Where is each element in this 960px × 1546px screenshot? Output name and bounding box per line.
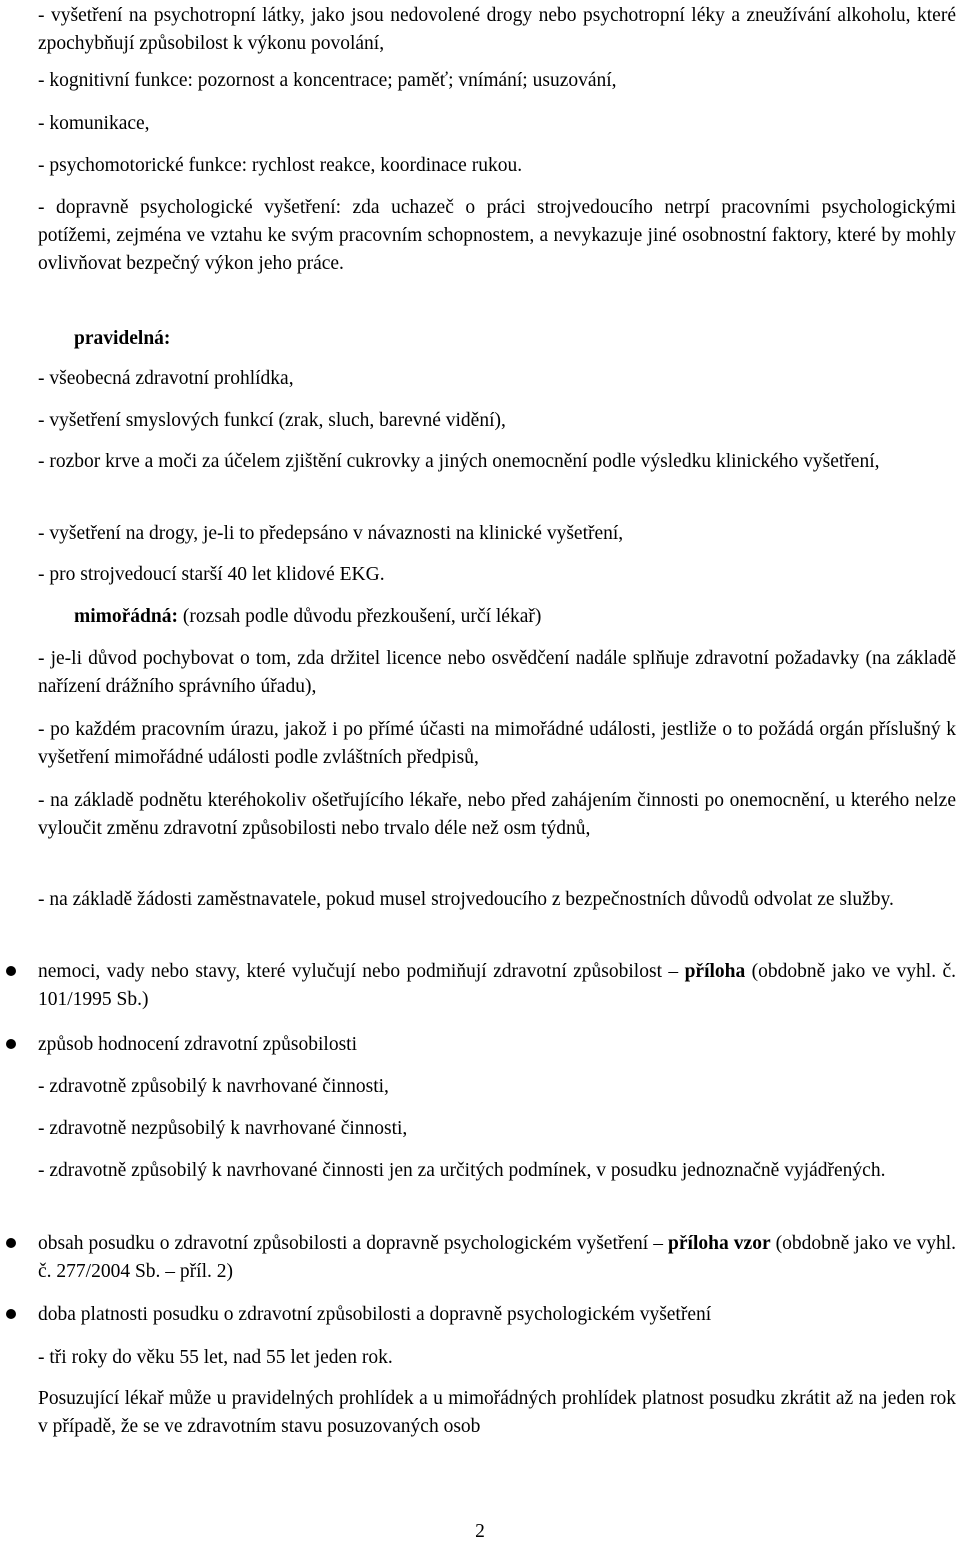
list-item: - zdravotně způsobilý k navrhované činnosti jen za určitých podmínek, v posudku jednoznačně vyjádřených. <box>38 1160 886 1181</box>
list-item: - vyšetření smyslových funkcí (zrak, sluch, barevné vidění), <box>38 410 506 431</box>
bullet-section <box>38 958 956 1014</box>
bullet-text-part: obsah posudku o zdravotní způsobilosti a dopravně psychologickém vyšetření – <box>38 1233 669 1254</box>
bullet-text-bold: příloha vzor <box>668 1233 771 1254</box>
list-item: - tři roky do věku 55 let, nad 55 let jeden rok. <box>38 1347 393 1368</box>
list-item: - na základě žádosti zaměstnavatele, pokud musel strojvedoucího z bezpečnostních důvodů odvolat ze služby. <box>38 889 894 910</box>
bullet-text: doba platnosti posudku o zdravotní způsobilosti a dopravně psychologickém vyšetření <box>38 1304 712 1325</box>
list-item: - zdravotně způsobilý k navrhované činnosti, <box>38 1076 389 1097</box>
page-number: 2 <box>475 1521 485 1542</box>
list-item: - vyšetření na drogy, je-li to předepsáno v návaznosti na klinické vyšetření, <box>38 523 624 544</box>
list-item: - pro strojvedoucí starší 40 let klidové EKG. <box>38 564 385 585</box>
list-item: - všeobecná zdravotní prohlídka, <box>38 368 294 389</box>
section-heading-pravidelna: pravidelná: <box>74 328 171 349</box>
bullet-section <box>38 1230 956 1286</box>
section-heading-mimoradna <box>74 603 541 631</box>
bullet-section <box>38 1031 956 1059</box>
text-line: - vyšetření na psychotropní látky, jako jsou nedovolené drogy nebo psychotropní léky a zneužívání alkoholu, které zpochybňují způsobilost k výkonu povolání, <box>38 5 956 54</box>
text-line: - komunikace, <box>38 113 150 134</box>
bullet-text-bold: příloha <box>684 961 746 982</box>
text-paragraph: - dopravně psychologické vyšetření: zda uchazeč o práci strojvedoucího netrpí pracovními psychologickými potížemi, zejména ve vztahu ke svým pracovním schopnostem, a nevykazuje jiné osobnostní faktory, které by mohly ovlivňovat bezpečný výkon jeho práce. <box>38 197 956 274</box>
bullet-text-part: (obdobně jako ve vyhl. č. 277/2004 Sb. – příl. 2) <box>38 1233 957 1282</box>
mimoradna-label: mimořádná: <box>74 606 178 627</box>
bullet-icon <box>6 966 16 976</box>
bullet-icon <box>6 1039 16 1049</box>
list-item: - po každém pracovním úrazu, jakož i po přímé účasti na mimořádné události, jestliže o to požádá orgán příslušný k vyšetření mimořádné události podle zvláštních předpisů, <box>38 719 956 768</box>
bullet-section <box>38 1301 956 1329</box>
bullet-text-part: nemoci, vady nebo stavy, které vylučují nebo podmiňují zdravotní způsobilost – <box>38 961 685 982</box>
list-item: - na základě podnětu kteréhokoliv ošetřujícího lékaře, nebo před zahájením činnosti po onemocnění, u kterého nelze vyloučit změnu zdravotní způsobilosti nebo trvalo déle než osm týdnů, <box>38 790 956 839</box>
text-paragraph: Posuzující lékař může u pravidelných prohlídek a u mimořádných prohlídek platnost posudku zkrátit až na jeden rok v případě, že se ve zdravotním stavu posuzovaných osob <box>38 1388 956 1437</box>
text-line: - psychomotorické funkce: rychlost reakce, koordinace rukou. <box>38 155 523 176</box>
list-item: - je-li důvod pochybovat o tom, zda držitel licence nebo osvědčení nadále splňuje zdravotní požadavky (na základě nařízení drážního správního úřadu), <box>38 648 956 697</box>
bullet-text <box>38 958 956 1014</box>
bullet-text <box>38 1230 956 1286</box>
list-item: - rozbor krve a moči za účelem zjištění cukrovky a jiných onemocnění podle výsledku klinického vyšetření, <box>38 451 880 472</box>
text-line: - kognitivní funkce: pozornost a koncentrace; paměť; vnímání; usuzování, <box>38 70 617 91</box>
bullet-text: způsob hodnocení zdravotní způsobilosti <box>38 1034 357 1055</box>
bullet-icon <box>6 1309 16 1319</box>
bullet-text-part: (obdobně jako ve vyhl. č. 101/1995 Sb.) <box>38 961 957 1010</box>
mimoradna-note: (rozsah podle důvodu přezkoušení, určí lékař) <box>178 606 542 627</box>
bullet-icon <box>6 1238 16 1248</box>
list-item: - zdravotně nezpůsobilý k navrhované činnosti, <box>38 1118 408 1139</box>
